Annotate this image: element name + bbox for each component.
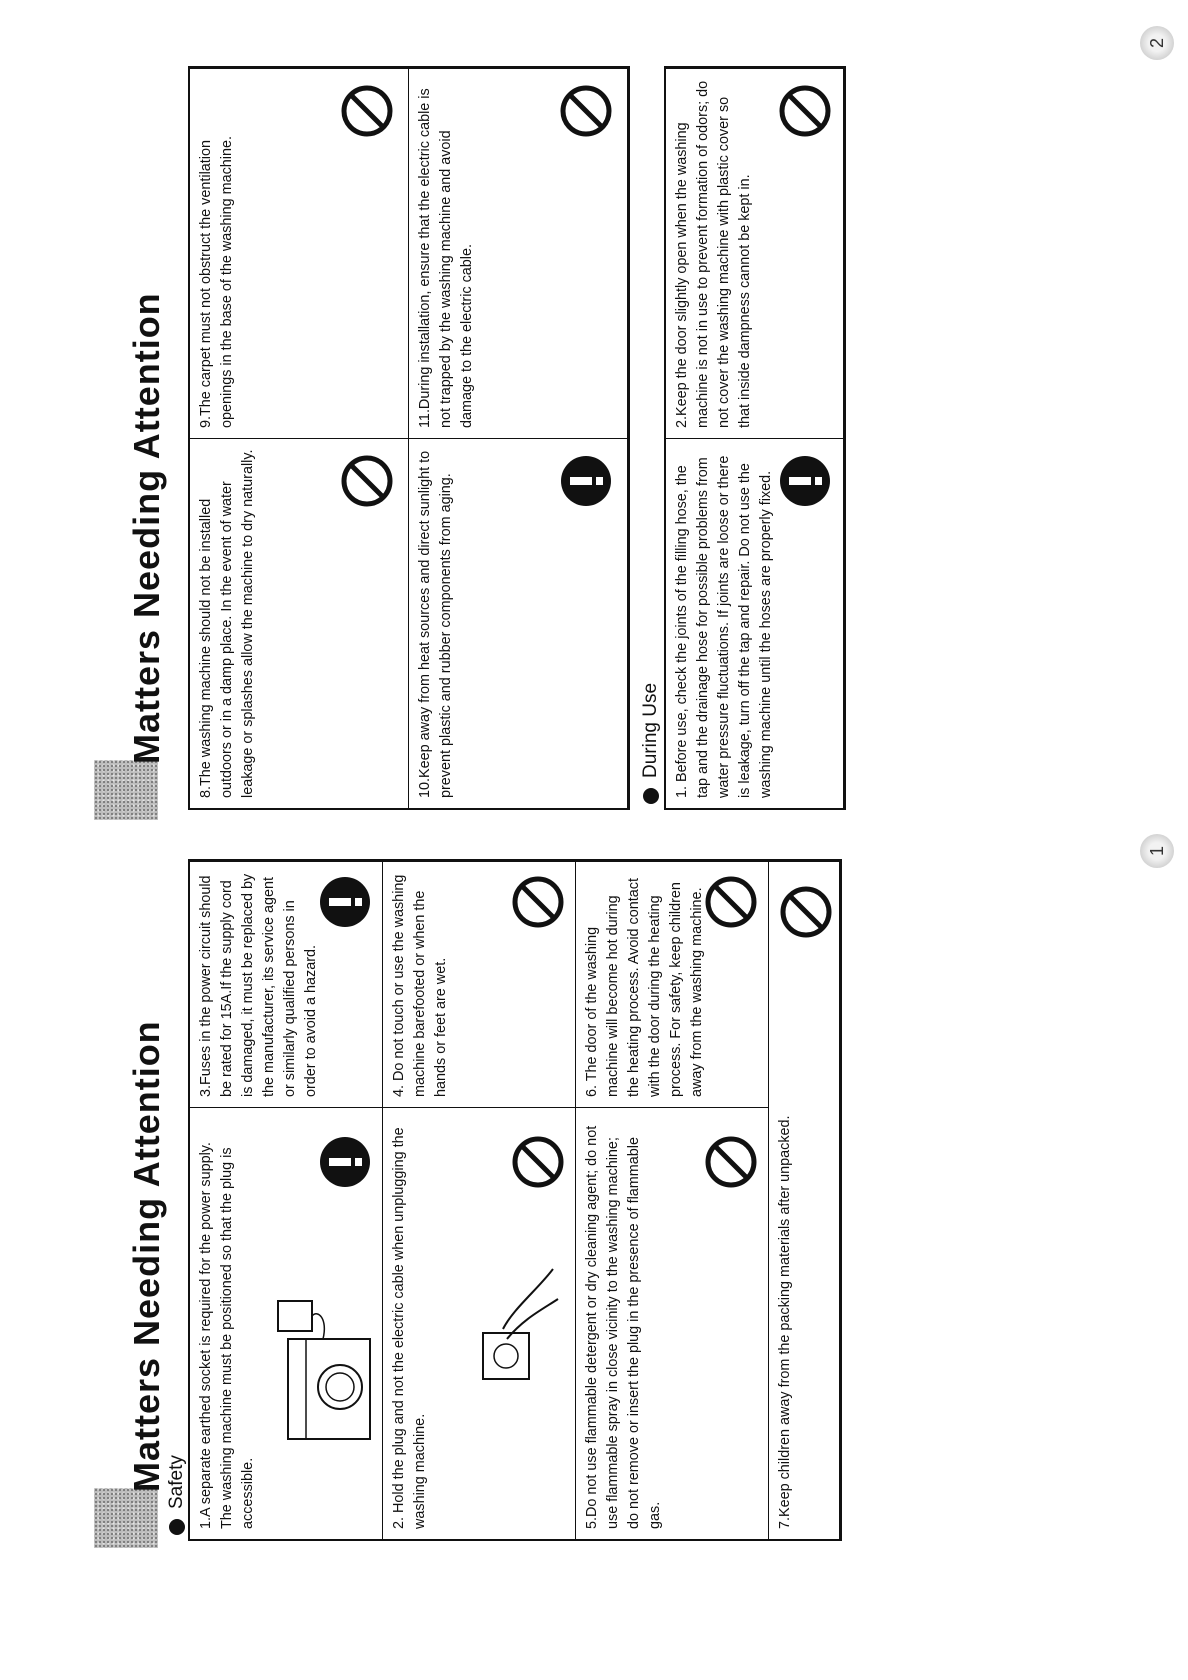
attention-item-11 [409, 68, 628, 438]
prohibited-icon [779, 885, 833, 939]
safety-item-2 [383, 1107, 576, 1539]
item-text: 7.Keep children away from the packing materials after unpacked. [777, 1115, 793, 1529]
prohibited-icon [704, 1135, 758, 1189]
item-text: 1. Before use, check the joints of the filling hose, the tap and the drainage hose for possible problems from water pressure fluctuations. If joints are loose or there is leakage, turn off the tap and repair. Do not use the washing machine until the hoses are properly fixed. [674, 455, 774, 798]
prohibited-icon [340, 84, 394, 138]
safety-item-3 [190, 861, 383, 1107]
item-text: 4. Do not touch or use the washing machine barefooted or when the hands or feet are wet. [391, 874, 449, 1097]
page-title: Matters Needing Attention [126, 292, 167, 764]
prohibited-icon [704, 875, 758, 929]
section-heading-during-use [640, 683, 662, 804]
page-number-badge: 1 [1140, 834, 1174, 868]
attention-item-9 [190, 68, 409, 438]
safety-item-7 [769, 861, 840, 1539]
item-text: 1.A separate earthed socket is required for the power supply. The washing machine must be positioned so that the plug is accessible. [198, 1142, 256, 1529]
bullet-icon [643, 788, 659, 804]
use-item-1 [666, 438, 844, 808]
item-text: 8.The washing machine should not be installed outdoors or in a damp place. In the event of water leakage or splashes allow the machine to dry naturally. [198, 449, 256, 798]
item-text: 9.The carpet must not obstruct the ventilation openings in the base of the washing machine. [198, 135, 235, 428]
left-page [0, 840, 1188, 1680]
prohibited-icon [511, 875, 565, 929]
section-label: During Use [640, 682, 661, 778]
info-icon [778, 454, 832, 508]
attention-item-10 [409, 438, 628, 808]
prohibited-icon [559, 84, 613, 138]
info-icon [318, 1135, 372, 1189]
safety-grid [188, 859, 842, 1541]
info-icon [318, 875, 372, 929]
attention-item-8 [190, 438, 409, 808]
title-decoration [94, 760, 158, 820]
section-label: Safety [166, 1455, 187, 1509]
attention-grid [188, 66, 630, 810]
prohibited-icon [511, 1135, 565, 1189]
item-text: 2.Keep the door slightly open when the washing machine is not in use to prevent formation of odors; do not cover the washing machine with plastic cover so that inside dampness cannot be kept in. [674, 80, 753, 428]
title-decoration [94, 1488, 158, 1548]
item-text: 3.Fuses in the power circuit should be rated for 15A.If the supply cord is damaged, it must be replaced by the manufacturer, its service agent or similarly qualified persons in order to avoid a hazard. [198, 873, 319, 1097]
bullet-icon [169, 1519, 185, 1535]
hand-plug-illustration [443, 1259, 563, 1399]
safety-item-1 [190, 1107, 383, 1539]
safety-item-4 [383, 861, 576, 1107]
prohibited-icon [340, 454, 394, 508]
info-icon [559, 454, 613, 508]
page-title: Matters Needing Attention [126, 1020, 167, 1492]
section-heading-safety [166, 1455, 188, 1535]
use-item-2 [666, 68, 844, 438]
prohibited-icon [778, 84, 832, 138]
page-number-badge: 2 [1140, 26, 1174, 60]
safety-item-6 [576, 861, 769, 1107]
washing-machine-socket-illustration [268, 1259, 376, 1449]
item-text: 10.Keep away from heat sources and direct sunlight to prevent plastic and rubber components from aging. [417, 450, 454, 798]
item-text: 6. The door of the washing machine will become hot during the heating process. Avoid contact with the door during the heating process. For safety, keep children away from the washing machine. [584, 878, 705, 1097]
item-text: 5.Do not use flammable detergent or dry cleaning agent; do not use flammable spray in close vicinity to the washing machine; do not remove or insert the plug in the presence of flammable gas. [584, 1125, 663, 1529]
item-text: 2. Hold the plug and not the electric cable when unplugging the washing machine. [391, 1127, 428, 1529]
item-text: 11.During installation, ensure that the electric cable is not trapped by the washing machine and avoid damage to the electric cable. [417, 88, 475, 428]
during-use-grid [664, 66, 846, 810]
safety-item-5 [576, 1107, 769, 1539]
